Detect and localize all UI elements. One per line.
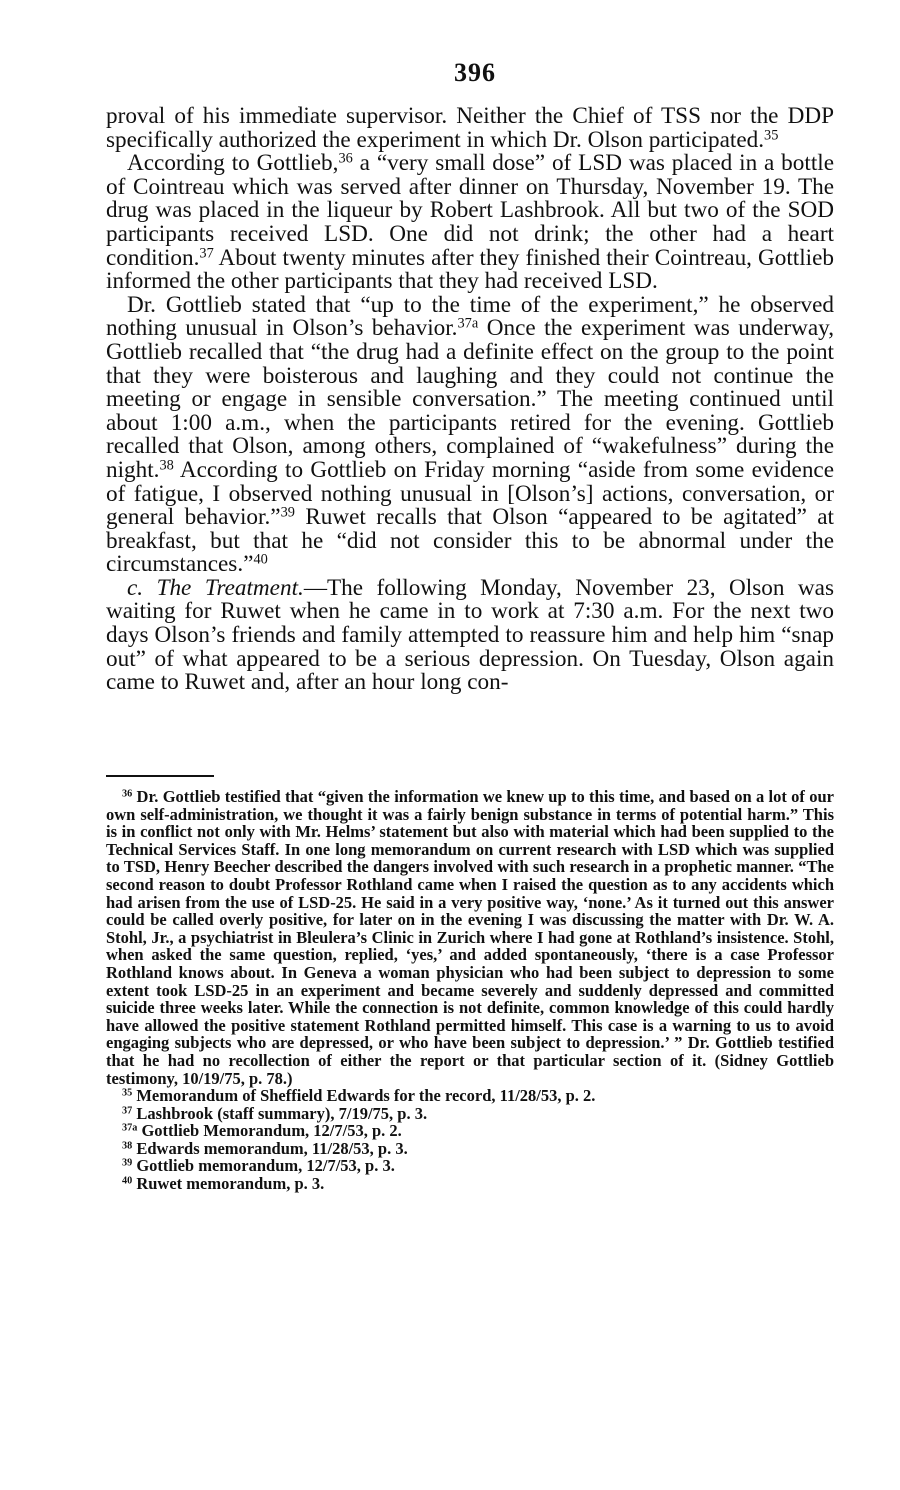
paragraph-3-text-d: Ruwet recalls that Olson “appeared to be agitated” at breakfast, but that he “did not consider this to be abnormal under the circumstances.” [106,504,834,578]
footnote-number: 35 [122,1087,133,1099]
paragraph-2-text-b: a “very small dose” of LSD was placed in a bottle of Cointreau which was served after dinner on Thursday, November 19. The drug was placed in the liqueur by Robert Lashbrook. All but two of the SOD participants received LSD. One did not drink; the other had a heart condition. [106,150,834,271]
footnote-text: Gottlieb memorandum, 12/7/53, p. 3. [132,1156,395,1176]
footnote-39 [106,1157,834,1175]
footnote-text: Lashbrook (staff summary), 7/19/75, p. 3. [132,1103,428,1123]
footnote-35 [106,1087,834,1105]
paragraph-1-text: proval of his immediate supervisor. Neither the Chief of TSS nor the DDP specifically authorized the experiment in which Dr. Olson participated. [106,103,834,153]
footnote-ref-38: 38 [159,457,174,474]
footnote-number: 36 [122,788,133,800]
footnote-38 [106,1140,834,1158]
footnote-40 [106,1175,834,1193]
footnote-text: Memorandum of Sheffield Edwards for the record, 11/28/53, p. 2. [132,1086,596,1106]
paragraph-2 [106,152,834,294]
footnote-ref-37a: 37a [457,315,479,332]
footnote-number: 37a [122,1122,138,1134]
footnote-37a [106,1122,834,1140]
footnote-text: Dr. Gottlieb testified that “given the information we knew up to this time, and based on a lot of our own self-administration, we thought it was a fairly benign substance in terms of potential harm.” This is in conflict not only with Mr. Helms’ statement but also with material which had been supplied to the Technical Services Staff. In one long memorandum on current research with LSD which was supplied to TSD, Henry Beecher described the dangers involved with such research in a prophetic manner. “The second reason to doubt Professor Rothland came when I raised the question as to any accidents which had arisen from the use of LSD-25. He said in a very positive way, ‘none.’ As it turned out this answer could be called overly positive, for later on in the evening I was discussing the matter with Dr. W. A. Stohl, Jr., a psychiatrist in Bleulera’s Clinic in Zurich where I had gone at Rothland’s insistence. Stohl, when asked the same question, replied, ‘yes,’ and added spontaneously, ‘there is a case Professor Rothland knows about. In Geneva a woman physician who had been subject to depression to some extent took LSD-25 in an experiment and became severely and suddenly depressed and committed suicide three weeks later. While the connection is not definite, common knowledge of this could hardly have allowed the positive statement Rothland permitted himself. This case is a warning to us to avoid engaging subjects who are depressed, or who have been subject to depression.’ ” Dr. Gottlieb testified that he had no recollection of either the report or that particular section of it. (Sidney Gottlieb testimony, 10/19/75, p. 78.) [106,787,834,1088]
paragraph-3-text-b: Once the experiment was underway, Gottlieb recalled that “the drug had a definite effect on the group to the point that they were boisterous and laughing and they could not continue the meeting or engage in sensible conversation.” The meeting continued until about 1:00 a.m., when the participants retired for the evening. Gottlieb recalled that Olson, among others, complained of “wakefulness” during the night. [106,315,835,483]
paragraph-4-text: —The following Monday, November 23, Olson was waiting for Ruwet when he came in to work at 7:30 a.m. For the next two days Olson’s friends and family attempted to reassure him and help him “snap out” of what appeared to be a serious depression. On Tuesday, Olson again came to Ruwet and, after an hour long con- [106,574,834,696]
footnote-text: Gottlieb Memorandum, 12/7/53, p. 2. [137,1121,402,1141]
paragraph-2-text-a: According to Gottlieb, [127,150,339,177]
paragraph-1 [106,105,834,152]
body-text [106,105,834,695]
footnote-ref-35: 35 [764,127,779,144]
paragraph-3-text-c: According to Gottlieb on Friday morning “aside from some evidence of fatigue, I observed nothing unusual in [Olson’s] actions, conversation, or general behavior.” [106,456,834,531]
footnote-36 [106,788,834,1087]
footnote-text: Edwards memorandum, 11/28/53, p. 3. [132,1138,408,1158]
paragraph-4 [106,574,834,696]
footnote-ref-36: 36 [338,150,353,167]
footnote-number: 38 [122,1140,133,1152]
footnote-ref-40: 40 [253,551,268,568]
page-number: 396 [454,58,496,87]
section-heading: c. The Treatment. [127,574,304,601]
footnote-number: 37 [122,1105,133,1117]
footnote-text: Ruwet memorandum, p. 3. [132,1174,325,1194]
footnote-ref-37: 37 [199,245,214,262]
paragraph-3-text-a: Dr. Gottlieb stated that “up to the time of the experiment,” he observed nothing unusual in Olson’s behavior. [106,291,834,342]
footnote-number: 40 [122,1175,133,1187]
footnotes [106,788,834,1193]
footnote-ref-39: 39 [280,504,295,521]
footnote-37 [106,1105,834,1123]
footnote-divider [106,775,214,777]
footnote-number: 39 [122,1158,133,1170]
paragraph-2-text-c: About twenty minutes after they finished their Cointreau, Gottlieb informed the other participants that they had received LSD. [106,244,834,295]
paragraph-3 [106,291,835,578]
